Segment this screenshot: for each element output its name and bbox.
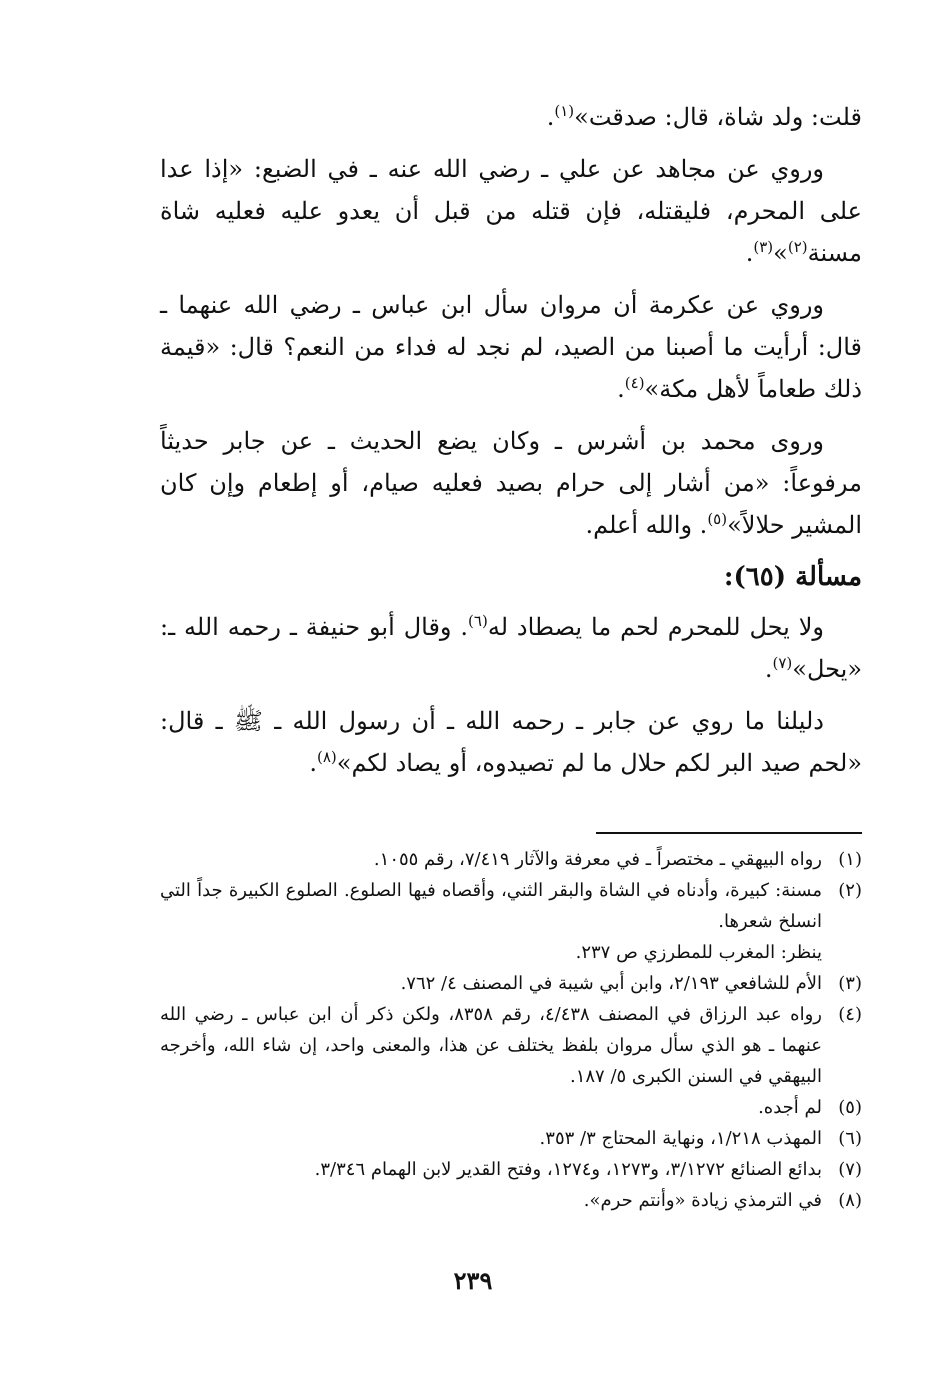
footnotes: [160, 844, 862, 1216]
footnote-separator: [596, 832, 862, 834]
footnote-ref: (٨): [316, 748, 337, 766]
footnote-2: [160, 875, 862, 968]
footnote-6: [160, 1123, 862, 1154]
footnote-ref: (٦): [468, 612, 488, 630]
footnote-3: [160, 968, 862, 999]
footnote-ref: (١): [554, 102, 575, 120]
paragraph-4: وروى محمد بن أشرس ـ وكان يضع الحديث ـ عن جابر حديثاً مرفوعاً: «من أشار إلى حرام بصيد فعليه صيام، أو إطعام وإن كان المشير حلالاً»$^{(٥)}$. والله أعلم.: [160, 427, 862, 539]
footnote-number: (٨): [838, 1190, 862, 1211]
footnote-1: [160, 844, 862, 875]
footnote-text: مسنة: كبيرة، وأدناه في الشاة والبقر الثني، وأقصاه فيها الصلوع. الصلوع الكبيرة جداً التي انسلخ شعرها.: [160, 880, 822, 932]
page-number: ٢٣٩: [453, 1266, 493, 1295]
footnote-number: (١): [838, 849, 862, 870]
paragraph-1: قلت: ولد شاة، قال: صدقت»$^{(١)}$.: [546, 102, 862, 131]
footnote-number: (٥): [838, 1097, 862, 1118]
footnote-text: المهذب ١/٢١٨، ونهاية المحتاج ٣/ ٣٥٣.: [539, 1128, 822, 1149]
footnote-text: الأم للشافعي ٢/١٩٣، وابن أبي شيبة في المصنف ٤/ ٧٦٢.: [400, 973, 822, 994]
paragraph-6: دليلنا ما روي عن جابر ـ رحمه الله ـ أن رسول الله ـ ﷺ ـ قال: «لحم صيد البر لكم حلال ما لم تصيدوه، أو يصاد لكم»$^{(٨)}$.: [160, 707, 862, 777]
footnote-text: في الترمذي زيادة «وأنتم حرم».: [583, 1190, 822, 1211]
footnote-8: [160, 1185, 862, 1216]
section-heading: مسألة (٦٥):: [723, 562, 862, 592]
footnote-number: (٢): [838, 880, 862, 901]
footnote-number: (٦): [838, 1128, 862, 1149]
paragraph-2: وروي عن مجاهد عن علي ـ رضي الله عنه ـ في الضبع: «إذا عدا على المحرم، فليقتله، فإن قتله من قبل أن يعدو عليه فعليه شاة مسنة$^{(٢)}$»$^{(٣)}$.: [160, 155, 862, 267]
footnote-ref: (٥): [707, 510, 728, 528]
footnote-number: (٣): [838, 973, 862, 994]
footnote-text: لم أجده.: [758, 1097, 822, 1118]
footnote-ref: (٧): [772, 654, 793, 672]
footnote-5: [160, 1092, 862, 1123]
footnote-ref: (٣): [753, 238, 774, 256]
paragraph-5: ولا يحل للمحرم لحم ما يصطاد له$^{(٦)}$. وقال أبو حنيفة ـ رحمه الله ـ: «يحل»$^{(٧)}$.: [160, 612, 862, 683]
footnote-text: بدائع الصنائع ٣/١٢٧٢، و١٢٧٣، و١٢٧٤، وفتح القدير لابن الهمام ٣/٣٤٦.: [314, 1159, 822, 1180]
paragraph-3: وروي عن عكرمة أن مروان سأل ابن عباس ـ رضي الله عنهما ـ قال: أرأيت ما أصبنا من الصيد، لم نجد له فداء من النعم؟ قال: «قيمة ذلك طعاماً لأهل مكة»$^{(٤)}$.: [160, 291, 862, 403]
footnote-text: رواه عبد الرزاق في المصنف ٤/٤٣٨، رقم ٨٣٥٨، ولكن ذكر أن ابن عباس ـ رضي الله عنهما ـ هو الذي سأل مروان بلفظ يختلف عن هذا، والمعنى واحد، إن شاء الله، وأخرجه البيهقي في السنن الكبرى ٥/ ١٨٧.: [160, 1004, 823, 1087]
footnote-number: (٤): [838, 1004, 862, 1025]
footnote-text: ينظر: المغرب للمطرزي ص ٢٣٧.: [575, 942, 822, 963]
footnote-number: (٧): [838, 1159, 862, 1180]
main-text: [160, 96, 862, 794]
footnote-ref: (٤): [624, 374, 645, 392]
footnote-7: [160, 1154, 862, 1185]
footnote-text: رواه البيهقي ـ مختصراً ـ في معرفة والآثار ٧/٤١٩، رقم ١٠٥٥.: [373, 849, 822, 870]
footnote-ref: (٢): [787, 238, 808, 256]
footnote-4: [160, 999, 862, 1092]
